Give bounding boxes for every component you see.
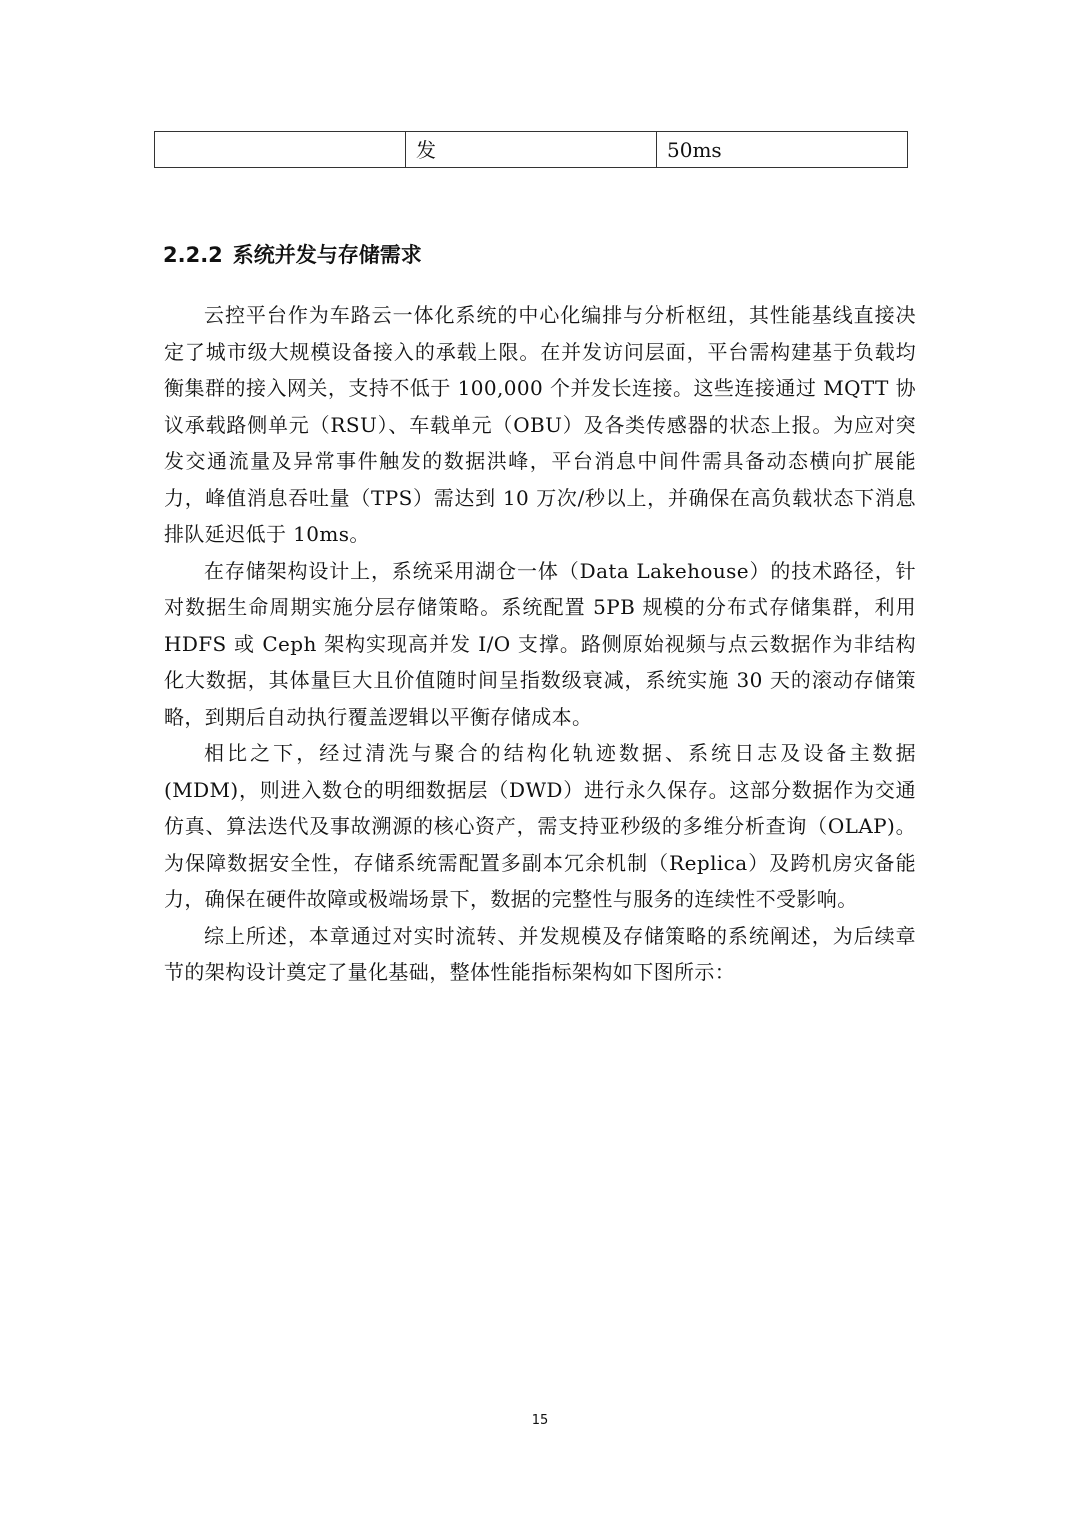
table-cell: 50ms	[667, 138, 722, 162]
page-number: 15	[531, 1413, 549, 1428]
section-heading	[163, 238, 422, 272]
paragraph: 云控平台作为车路云一体化系统的中心化编排与分析枢纽，其性能基线直接决定了城市级大规模设备接入的承载上限。在并发访问层面，平台需构建基于负载均衡集群的接入网关，支持不低于 100,000 个并发长连接。这些连接通过 MQTT 协议承载路侧单元（RSU）、车载单元（OBU）及各类传感器的状态上报。为应对突发交通流量及异常事件触发的数据洪峰，平台消息中间件需具备动态横向扩展能力，峰值消息吞吐量（TPS）需达到 10 万次/秒以上，并确保在高负载状态下消息排队延迟低于 10ms。	[164, 303, 916, 546]
section-title: 系统并发与存储需求	[232, 243, 422, 267]
section-number: 2.2.2	[163, 243, 223, 267]
table-fragment	[154, 131, 908, 168]
paragraph: 在存储架构设计上，系统采用湖仓一体（Data Lakehouse）的技术路径，针对数据生命周期实施分层存储策略。系统配置 5PB 规模的分布式存储集群，利用 HDFS 或 Ceph 架构实现高并发 I/O 支撑。路侧原始视频与点云数据作为非结构化大数据，其体量巨大且价值随时间呈指数级衰减，系统实施 30 天的滚动存储策略，到期后自动执行覆盖逻辑以平衡存储成本。	[164, 558, 916, 729]
table-cell	[155, 132, 406, 167]
paragraph: 综上所述，本章通过对实时流转、并发规模及存储策略的系统阐述，为后续章节的架构设计奠定了量化基础，整体性能指标架构如下图所示：	[164, 923, 916, 984]
table-cell: 发	[406, 132, 657, 167]
body-text	[164, 297, 916, 991]
paragraph: 相比之下，经过清洗与聚合的结构化轨迹数据、系统日志及设备主数据(MDM)，则进入数仓的明细数据层（DWD）进行永久保存。这部分数据作为交通仿真、算法迭代及事故溯源的核心资产，需支持亚秒级的多维分析查询（OLAP)。为保障数据安全性，存储系统需配置多副本冗余机制（Replica）及跨机房灾备能力，确保在硬件故障或极端场景下，数据的完整性与服务的连续性不受影响。	[164, 741, 916, 911]
